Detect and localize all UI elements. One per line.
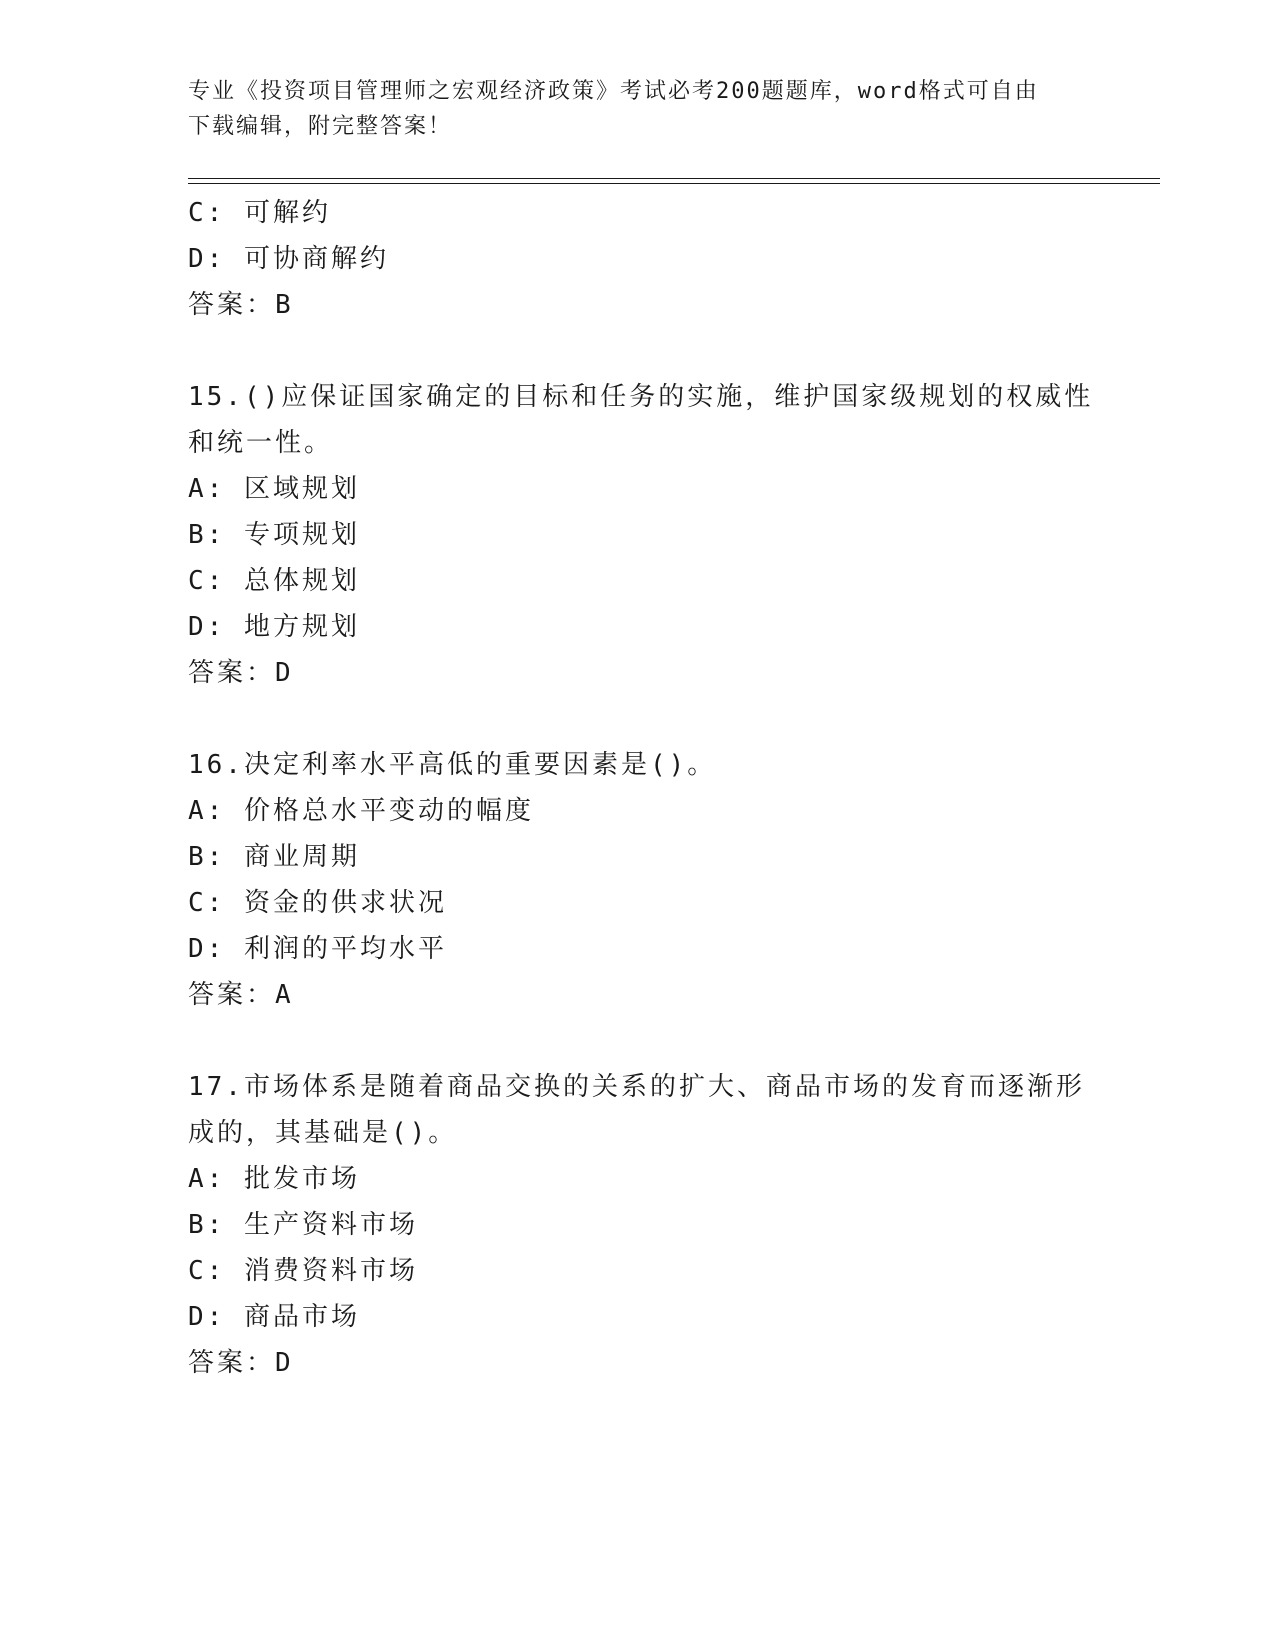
option-b bbox=[188, 512, 1088, 558]
option-key: B: bbox=[188, 842, 226, 872]
option-text: 资金的供求状况 bbox=[243, 888, 447, 918]
option-key: D: bbox=[188, 934, 226, 964]
option-text: 商品市场 bbox=[243, 1302, 360, 1332]
answer-line: 答案：D bbox=[188, 1348, 294, 1378]
option-key: C: bbox=[188, 566, 226, 596]
option-text: 区域规划 bbox=[243, 474, 360, 504]
option-key: B: bbox=[188, 520, 226, 550]
option-d bbox=[188, 604, 1088, 650]
option-text: 总体规划 bbox=[243, 566, 360, 596]
spacer bbox=[188, 328, 1088, 374]
option-text: 价格总水平变动的幅度 bbox=[243, 796, 534, 826]
option-c bbox=[188, 558, 1088, 604]
option-key: D: bbox=[188, 612, 226, 642]
spacer bbox=[188, 696, 1088, 742]
question-block-14 bbox=[188, 190, 1088, 328]
question-stem-line-1: 17.市场体系是随着商品交换的关系的扩大、商品市场的发育而逐渐形 bbox=[188, 1072, 1085, 1102]
option-key: A: bbox=[188, 474, 226, 504]
option-text: 消费资料市场 bbox=[243, 1256, 418, 1286]
option-key: C: bbox=[188, 198, 226, 228]
option-key: A: bbox=[188, 1164, 226, 1194]
question-stem-line-1: 16.决定利率水平高低的重要因素是()。 bbox=[188, 750, 717, 780]
option-text: 可协商解约 bbox=[243, 244, 389, 274]
header-line-1: 专业《投资项目管理师之宏观经济政策》考试必考200题题库，word格式可自由 bbox=[188, 79, 1039, 104]
answer-line: 答案：A bbox=[188, 980, 294, 1010]
option-text: 商业周期 bbox=[243, 842, 360, 872]
option-d bbox=[188, 926, 1088, 972]
question-content bbox=[188, 190, 1094, 1386]
question-block-17 bbox=[188, 1064, 1088, 1386]
option-text: 专项规划 bbox=[243, 520, 360, 550]
option-d bbox=[188, 236, 1088, 282]
question-stem-line-2: 成的，其基础是()。 bbox=[188, 1118, 458, 1148]
option-d bbox=[188, 1294, 1088, 1340]
option-a bbox=[188, 788, 1088, 834]
answer-line: 答案：D bbox=[188, 658, 294, 688]
question-block-16 bbox=[188, 742, 1088, 1018]
question-stem-line-2: 和统一性。 bbox=[188, 428, 334, 458]
header-divider-top bbox=[188, 178, 1160, 179]
option-text: 利润的平均水平 bbox=[243, 934, 447, 964]
header-divider-bottom bbox=[188, 183, 1160, 184]
option-text: 地方规划 bbox=[243, 612, 360, 642]
question-stem-line-1: 15.()应保证国家确定的目标和任务的实施，维护国家级规划的权威性 bbox=[188, 382, 1094, 412]
option-c bbox=[188, 880, 1088, 926]
option-key: A: bbox=[188, 796, 226, 826]
document-header bbox=[188, 74, 1088, 144]
spacer bbox=[188, 1018, 1088, 1064]
option-key: D: bbox=[188, 1302, 226, 1332]
option-b bbox=[188, 1202, 1088, 1248]
option-key: D: bbox=[188, 244, 226, 274]
question-block-15 bbox=[188, 374, 1094, 696]
option-text: 生产资料市场 bbox=[243, 1210, 418, 1240]
option-a bbox=[188, 466, 1088, 512]
option-text: 可解约 bbox=[243, 198, 331, 228]
option-text: 批发市场 bbox=[243, 1164, 360, 1194]
option-c bbox=[188, 1248, 1088, 1294]
option-key: C: bbox=[188, 1256, 226, 1286]
answer-line: 答案：B bbox=[188, 290, 294, 320]
option-a bbox=[188, 1156, 1088, 1202]
option-b bbox=[188, 834, 1088, 880]
option-key: C: bbox=[188, 888, 226, 918]
option-c bbox=[188, 190, 1088, 236]
header-line-2: 下载编辑，附完整答案！ bbox=[188, 114, 453, 139]
option-key: B: bbox=[188, 1210, 226, 1240]
